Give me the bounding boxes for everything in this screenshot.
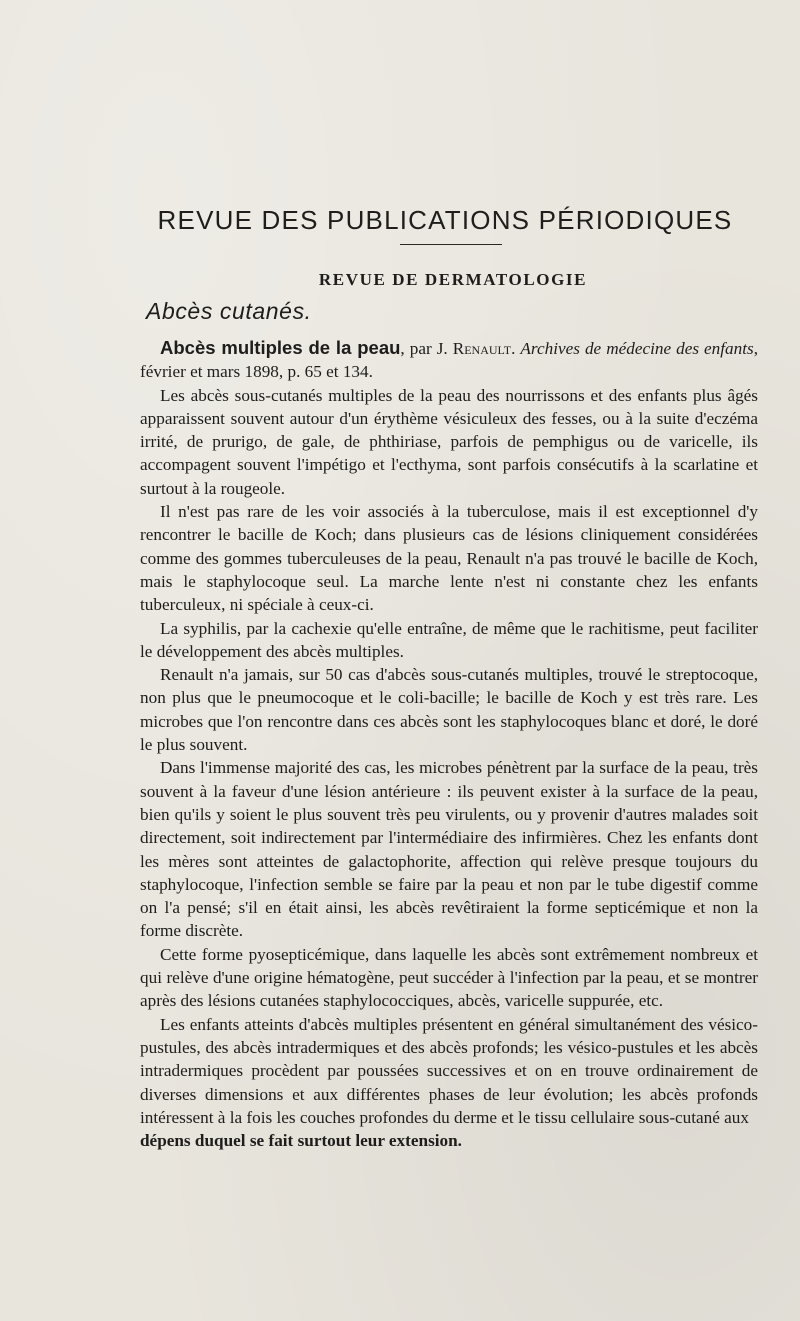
paragraph: Dans l'immense majorité des cas, les microbes pénètrent par la surface de la peau, très souvent à la faveur d'une lésion antérieure : ils peuvent exister à la surface de la peau, bien qu'ils y soient le plus souvent très peu virulents, ou y provenir d'autres malades soit directement, soit indirectement par l'intermédiaire des infirmières. Chez les enfants dont les mères sont atteintes de galactophorite, affection qui relève presque toujours du staphylocoque, l'infection semble se faire par la peau et non par le tube digestif comme on l'a pensé; s'il en était ainsi, les abcès revêtiraient la forme septicémique et non la forme discrète. (140, 758, 758, 941)
running-head: REVUE DES PUBLICATIONS PÉRIODIQUES (157, 205, 733, 235)
article-journal: Archives de médecine des enfants (520, 339, 754, 358)
article-body (140, 336, 758, 1152)
paragraph: Les abcès sous-cutanés multiples de la peau des nourrissons et des enfants plus âgés apparaissent souvent autour d'un érythème vésiculeux des fesses, ou à la suite d'eczéma irrité, de prurigo, de gale, de phthiriase, parfois de pemphigus ou de varicelle, ils accompagent souvent l'impétigo et l'ecthyma, sont parfois consécutifs à la scarlatine et surtout à la rougeole. (140, 385, 758, 498)
paragraph: Il n'est pas rare de les voir associés à la tuberculose, mais il est exceptionnel d'y rencontrer le bacille de Koch; dans plusieurs cas de lésions cliniquement considérées comme des gommes tuberculeuses de la peau, Renault n'a pas trouvé le bacille de Koch, mais le staphylocoque seul. La marche lente n'est ni constante chez les enfants tuberculeux, ni spéciale à ceux-ci. (140, 502, 758, 615)
paragraph: Les enfants atteints d'abcès multiples présentent en général simultanément des vésico-pustules, des abcès intradermiques et des abcès profonds; les vésico-pustules et les abcès intradermiques procèdent par poussées successives et on en trouve ordinairement de diverses dimensions et aux différentes phases de leur évolution; les abcès profonds intéressent à la fois les couches profondes du derme et le tissu cellulaire sous-cutané aux (140, 1014, 758, 1127)
subject-heading: Abcès cutanés. (146, 298, 312, 324)
article-sep: . (511, 339, 521, 358)
article-citation: , février et mars 1898, p. 65 et 134. (140, 339, 758, 382)
article-title: Abcès multiples de la peau (160, 337, 401, 358)
paragraph: Renault n'a jamais, sur 50 cas d'abcès sous-cutanés multiples, trouvé le streptocoque, non plus que le pneumocoque et le coli-bacille; le bacille de Koch y est très rare. Les microbes que l'on rencontre dans ces abcès sont les staphylocoques blanc et doré, le doré le plus souvent. (140, 665, 758, 755)
article-author: Renault (452, 339, 512, 358)
closing-line: dépens duquel se fait surtout leur extension. (140, 1131, 462, 1151)
article-byline: , par J. (400, 339, 453, 358)
title-rule (400, 244, 502, 245)
paragraph: La syphilis, par la cachexie qu'elle entraîne, de même que le rachitisme, peut faciliter le développement des abcès multiples. (140, 618, 758, 661)
article-heading-paragraph (140, 336, 758, 384)
paragraph: Cette forme pyosepticémique, dans laquelle les abcès sont extrêmement nombreux et qui relève d'une origine hématogène, peut succéder à l'infection par la peau, et se montrer après des lésions cutanées staphylococciques, abcès, varicelle suppurée, etc. (140, 944, 758, 1011)
section-title: REVUE DE DERMATOLOGIE (318, 270, 588, 289)
